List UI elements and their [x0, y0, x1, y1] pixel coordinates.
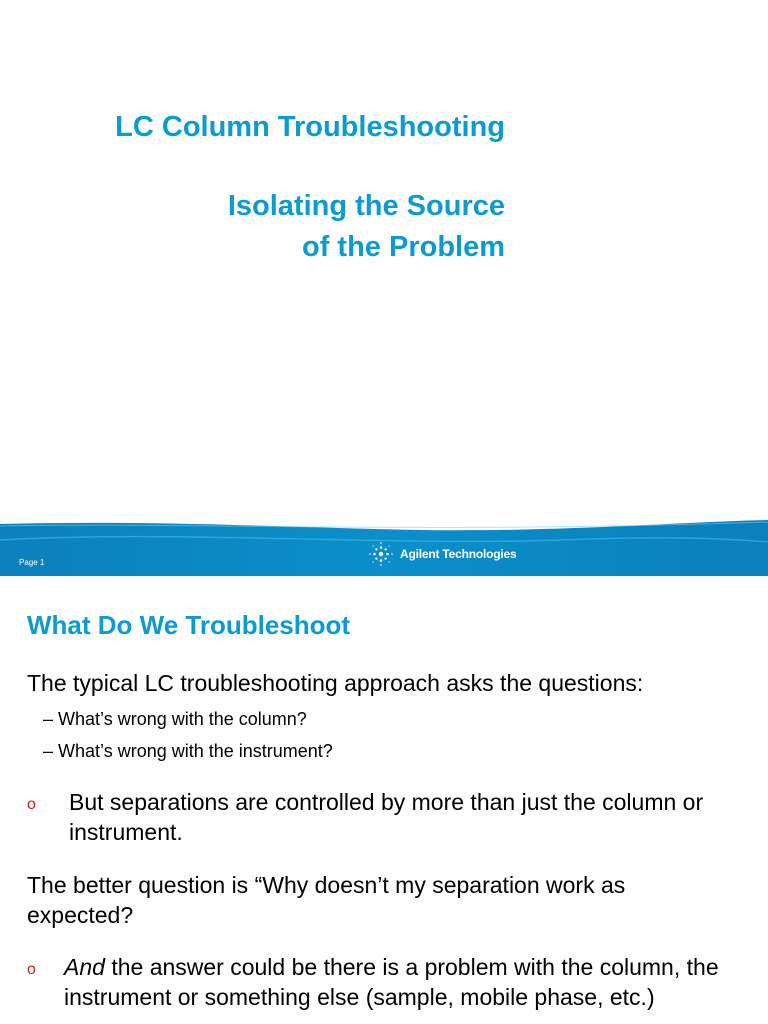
- circle-bullet-icon: o: [27, 796, 36, 813]
- intro-paragraph: The typical LC troubleshooting approach asks the questions:: [27, 670, 644, 696]
- agilent-spark-icon: [368, 541, 394, 567]
- bullet-text: But separations are controlled by more than just the column or instrument.: [69, 789, 704, 845]
- emphasis-text: And: [64, 954, 105, 980]
- page-number: Page 1: [19, 558, 45, 567]
- agilent-logo: [368, 541, 516, 567]
- better-question-paragraph: The better question is “Why doesn’t my separation work as expected?: [27, 872, 626, 928]
- logo-text: Agilent Technologies: [400, 547, 517, 561]
- subtitle-line-1: Isolating the Source: [227, 190, 505, 222]
- question-item: – What’s wrong with the instrument?: [43, 741, 333, 761]
- subtitle-line-2: of the Problem: [301, 231, 505, 263]
- slide-2: [0, 576, 768, 1024]
- slide-subtitle: [0, 186, 505, 268]
- slide-title: What Do We Troubleshoot: [27, 610, 351, 640]
- bullet-rest-text: the answer could be there is a problem with the column, the instrument or something else (sample, mobile phase, etc.): [64, 954, 719, 1010]
- slide-title: LC Column Troubleshooting: [115, 111, 505, 143]
- bullet-text: [64, 952, 744, 1012]
- circle-bullet-icon: o: [27, 961, 36, 978]
- question-item: – What’s wrong with the column?: [43, 709, 307, 729]
